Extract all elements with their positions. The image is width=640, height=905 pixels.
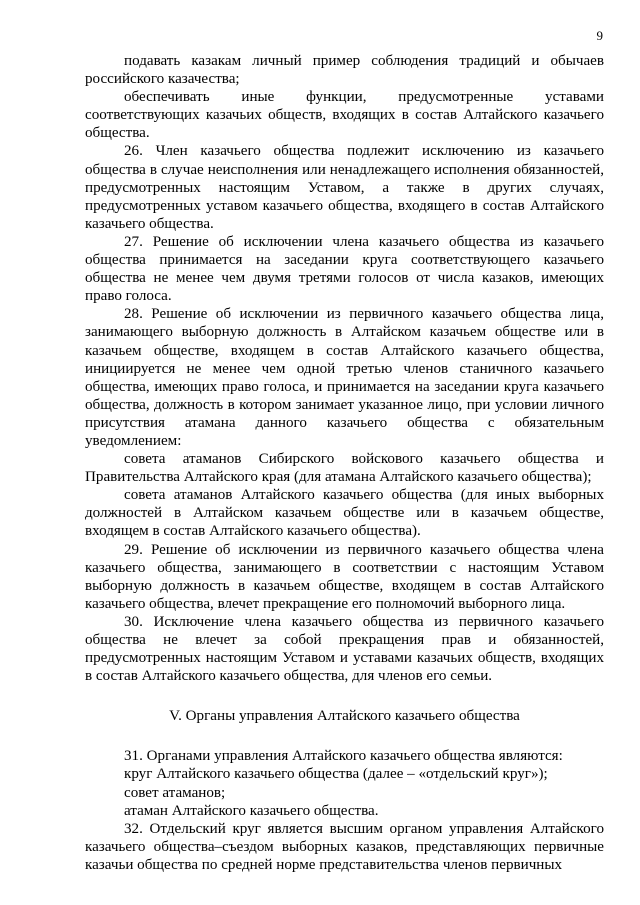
paragraph-personal-example: подавать казакам личный пример соблюдения традиций и обычаев российского казачества; bbox=[85, 53, 604, 88]
paragraph-32: 32. Отдельский круг является высшим органом управления Алтайского казачьего общества–съездом выборных казаков, представляющих первичные казачьи общества по средней норме представительства членов первичных bbox=[85, 820, 604, 873]
paragraph-28-council-siberian: совета атаманов Сибирского войскового казачьего общества и Правительства Алтайского края (для атамана Алтайского казачьего общества); bbox=[85, 451, 604, 486]
paragraph-30: 30. Исключение члена казачьего общества из первичного казачьего общества не влечет за собой прекращения прав и обязанностей, предусмотренных настоящим Уставом и уставами казачьих обществ, входящих в состав Алтайского казачьего общества, для членов его семьи. bbox=[85, 613, 604, 685]
paragraph-other-functions: обеспечивать иные функции, предусмотренные уставами соответствующих казачьих обществ, входящих в состав Алтайского казачьего общества. bbox=[85, 89, 604, 142]
paragraph-28: 28. Решение об исключении из первичного казачьего общества лица, занимающего выборную должность в Алтайском казачьем обществе или в казачьем обществе, входящем в состав Алтайского казачьего общества, инициируется не менее чем одной третью членов станичного казачьего общества, имеющих право голоса, и принимается на заседании круга казачьего общества, должность в котором занимает указанное лицо, при условии личного присутствия атамана данного казачьего общества с обязательным уведомлением: bbox=[85, 306, 604, 449]
paragraph-31: 31. Органами управления Алтайского казачьего общества являются: bbox=[124, 748, 563, 765]
list-item-ataman: атаман Алтайского казачьего общества. bbox=[124, 802, 379, 819]
paragraph-29: 29. Решение об исключении из первичного казачьего общества члена казачьего общества, занимающего в соответствии с настоящим Уставом выборную должность в казачьем обществе, входящем в состав Алтайского казачьего общества, влечет прекращение его полномочий выборного лица. bbox=[85, 541, 604, 612]
paragraph-27: 27. Решение об исключении члена казачьего общества из казачьего общества принимается на заседании круга соответствующего казачьего общества не менее чем двумя третями голосов от числа казаков, имеющих право голоса. bbox=[85, 233, 604, 305]
page-number: 9 bbox=[596, 28, 603, 43]
paragraph-26: 26. Член казачьего общества подлежит исключению из казачьего общества в случае неисполнения или ненадлежащего исполнения обязанностей, предусмотренных настоящим Уставом, а также в других случаях, предусмотренных уставом казачьего общества, входящего в состав Алтайского казачьего общества. bbox=[85, 143, 604, 232]
paragraph-28-council-altai: совета атаманов Алтайского казачьего общества (для иных выборных должностей в Алтайском казачьем обществе или в казачьем обществе, входящем в состав Алтайского казачьего общества). bbox=[85, 487, 604, 540]
section-heading: V. Органы управления Алтайского казачьего общества bbox=[169, 708, 520, 725]
document-body bbox=[85, 52, 604, 874]
list-item-council: совет атаманов; bbox=[124, 784, 226, 801]
list-item-circle: круг Алтайского казачьего общества (далее – «отдельский круг»); bbox=[124, 766, 548, 783]
